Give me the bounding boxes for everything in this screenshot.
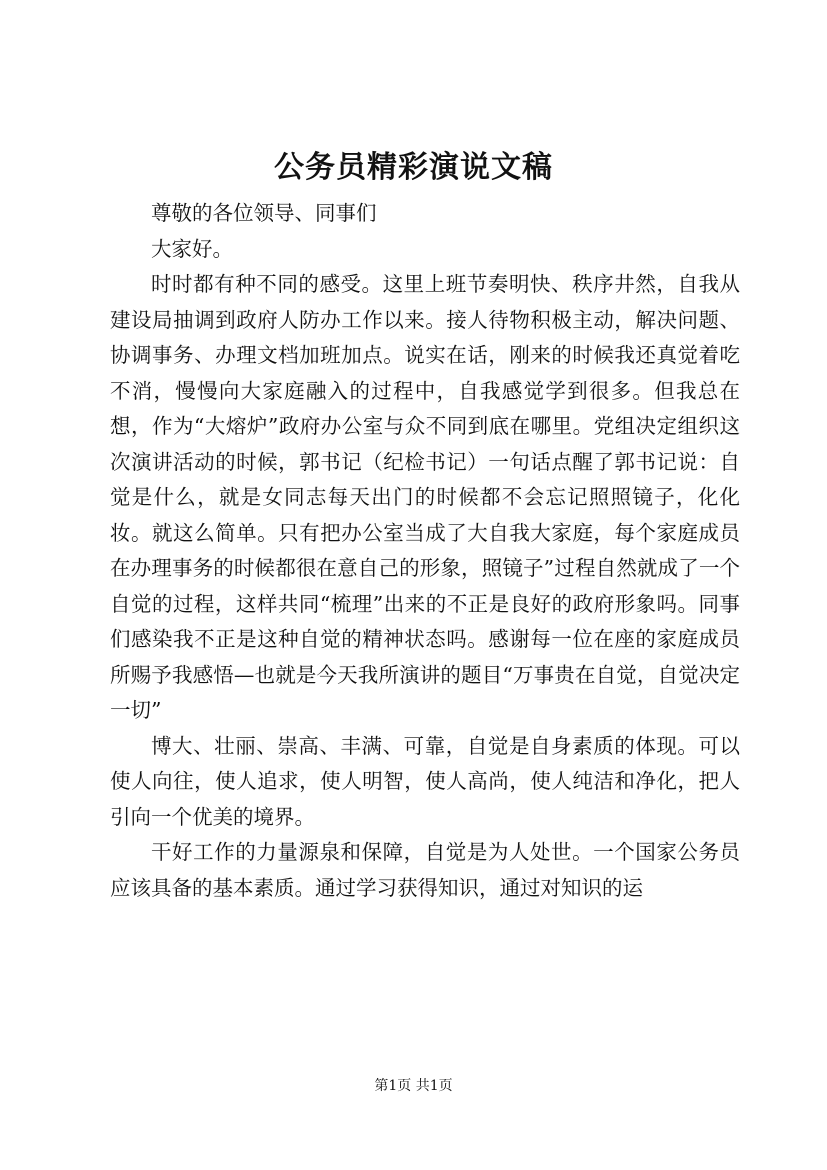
page-footer: 第1页 共1页 — [374, 1078, 453, 1094]
salutation-paragraph: 大家好。 — [151, 236, 233, 261]
body-paragraph: 时时都有种不同的感受。这里上班节奏明快、秩序井然，自我从建设局抽调到政府人防办工作以来。接人待物积极主动，解决问题、协调事务、办理文档加班加点。说实在话，刚来的时候我还真觉着吃不消，慢慢向大家庭融入的过程中，自我感觉学到很多。但我总在想，作为“大熔炉”政府办公室与众不同到底在哪里。党组决定组织这次演讲活动的时候，郭书记（纪检书记）一句话点醒了郭书记说：自觉是什么，就是女同志每天出门的时候都不会忘记照照镜子，化化妆。就这么简单。只有把办公室当成了大自我大家庭，每个家庭成员在办理事务的时候都很在意自己的形象，照镜子”过程自然就成了一个自觉的过程，这样共同“梳理”出来的不正是良好的政府形象吗。同事们感染我不正是这种自觉的精神状态吗。感谢每一位在座的家庭成员所赐予我感悟—也就是今天我所演讲的题目“万事贵在自觉，自觉决定一切” — [110, 272, 740, 722]
document-title: 公务员精彩演说文稿 — [274, 150, 553, 185]
body-paragraph: 博大、壮丽、崇高、丰满、可靠，自觉是自身素质的体现。可以使人向往，使人追求，使人明智，使人高尚，使人纯洁和净化，把人引向一个优美的境界。 — [110, 733, 740, 829]
document-body — [110, 196, 740, 906]
body-paragraph: 干好工作的力量源泉和保障，自觉是为人处世。一个国家公务员应该具备的基本素质。通过学习获得知识，通过对知识的运 — [110, 840, 740, 900]
greeting-paragraph: 尊敬的各位领导、同事们 — [151, 201, 377, 225]
